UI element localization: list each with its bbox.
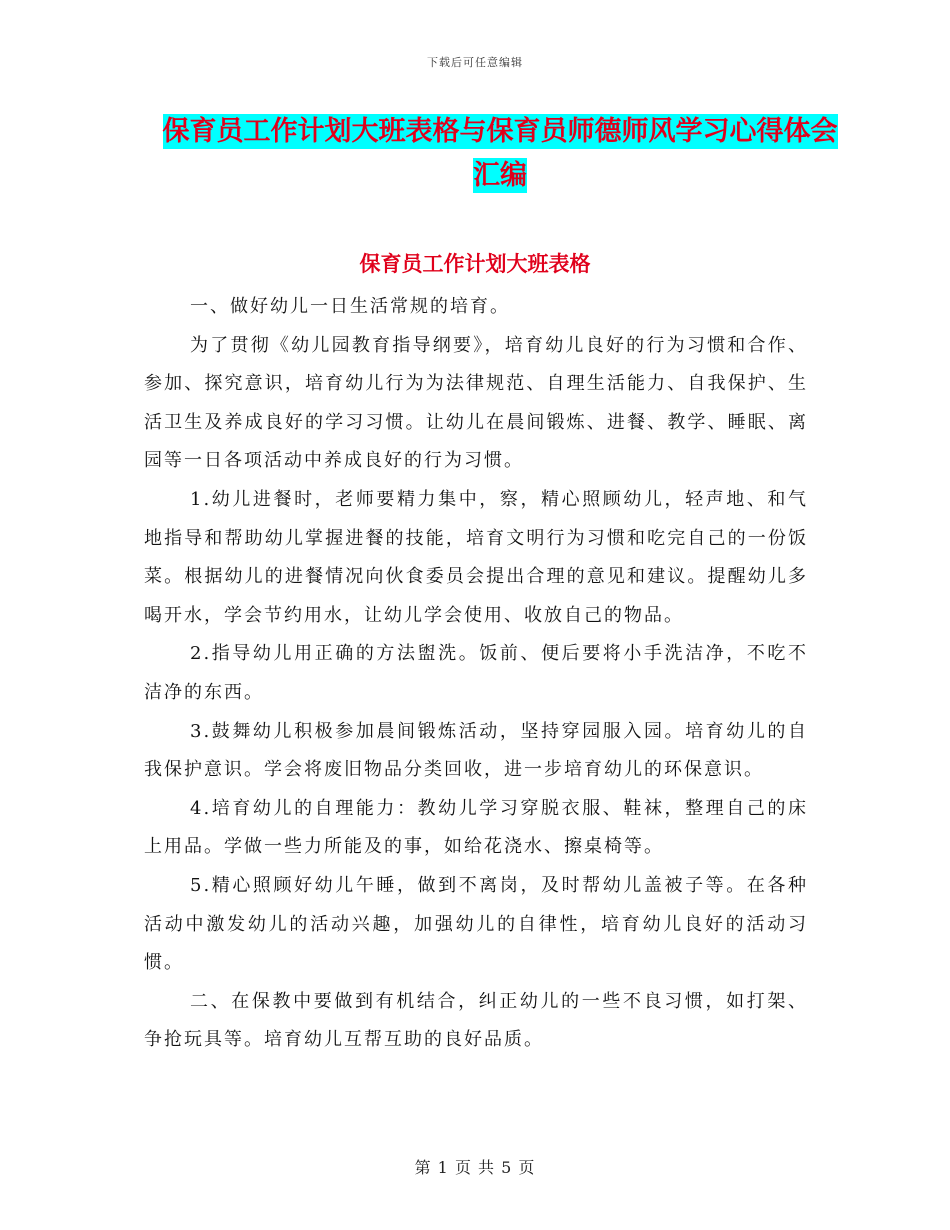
paragraph: 为了贯彻《幼儿园教育指导纲要》，培育幼儿良好的行为习惯和合作、参加、探究意识，培育幼儿行为为法律规范、自理生活能力、自我保护、生活卫生及养成良好的学习习惯。让幼儿在晨间锻炼、进餐、教学、睡眠、离园等一日各项活动中养成良好的行为习惯。 — [144, 334, 808, 472]
paragraph: 5.精心照顾好幼儿午睡，做到不离岗，及时帮幼儿盖被子等。在各种活动中激发幼儿的活动兴趣，加强幼儿的自律性，培育幼儿良好的活动习惯。 — [144, 874, 808, 974]
paragraph: 二、在保教中要做到有机结合，纠正幼儿的一些不良习惯，如打架、争抢玩具等。培育幼儿互帮互助的良好品质。 — [144, 990, 808, 1051]
document-title-text: 保育员工作计划大班表格与保育员师德师风学习心得体会汇编 — [162, 116, 838, 191]
page-footer: 第 1 页 共 5 页 — [414, 1158, 536, 1177]
section-title: 保育员工作计划大班表格 — [359, 252, 591, 276]
document-body — [144, 288, 808, 1060]
paragraph: 3.鼓舞幼儿积极参加晨间锻炼活动，坚持穿园服入园。培育幼儿的自我保护意识。学会将废旧物品分类回收，进一步培育幼儿的环保意识。 — [144, 720, 808, 781]
paragraph: 2.指导幼儿用正确的方法盥洗。饭前、便后要将小手洗洁净，不吃不洁净的东西。 — [144, 643, 808, 703]
paragraph: 4.培育幼儿的自理能力：教幼儿学习穿脱衣服、鞋袜，整理自己的床上用品。学做一些力所能及的事，如给花浇水、擦桌椅等。 — [144, 797, 808, 858]
document-title — [150, 110, 850, 198]
header-note: 下载后可任意编辑 — [427, 56, 523, 69]
paragraph: 1.幼儿进餐时，老师要精力集中，察，精心照顾幼儿，轻声地、和气地指导和帮助幼儿掌握进餐的技能，培育文明行为习惯和吃完自己的一份饭菜。根据幼儿的进餐情况向伙食委员会提出合理的意见和建议。提醒幼儿多喝开水，学会节约用水，让幼儿学会使用、收放自己的物品。 — [144, 488, 808, 626]
paragraph: 一、做好幼儿一日生活常规的培育。 — [190, 296, 510, 317]
